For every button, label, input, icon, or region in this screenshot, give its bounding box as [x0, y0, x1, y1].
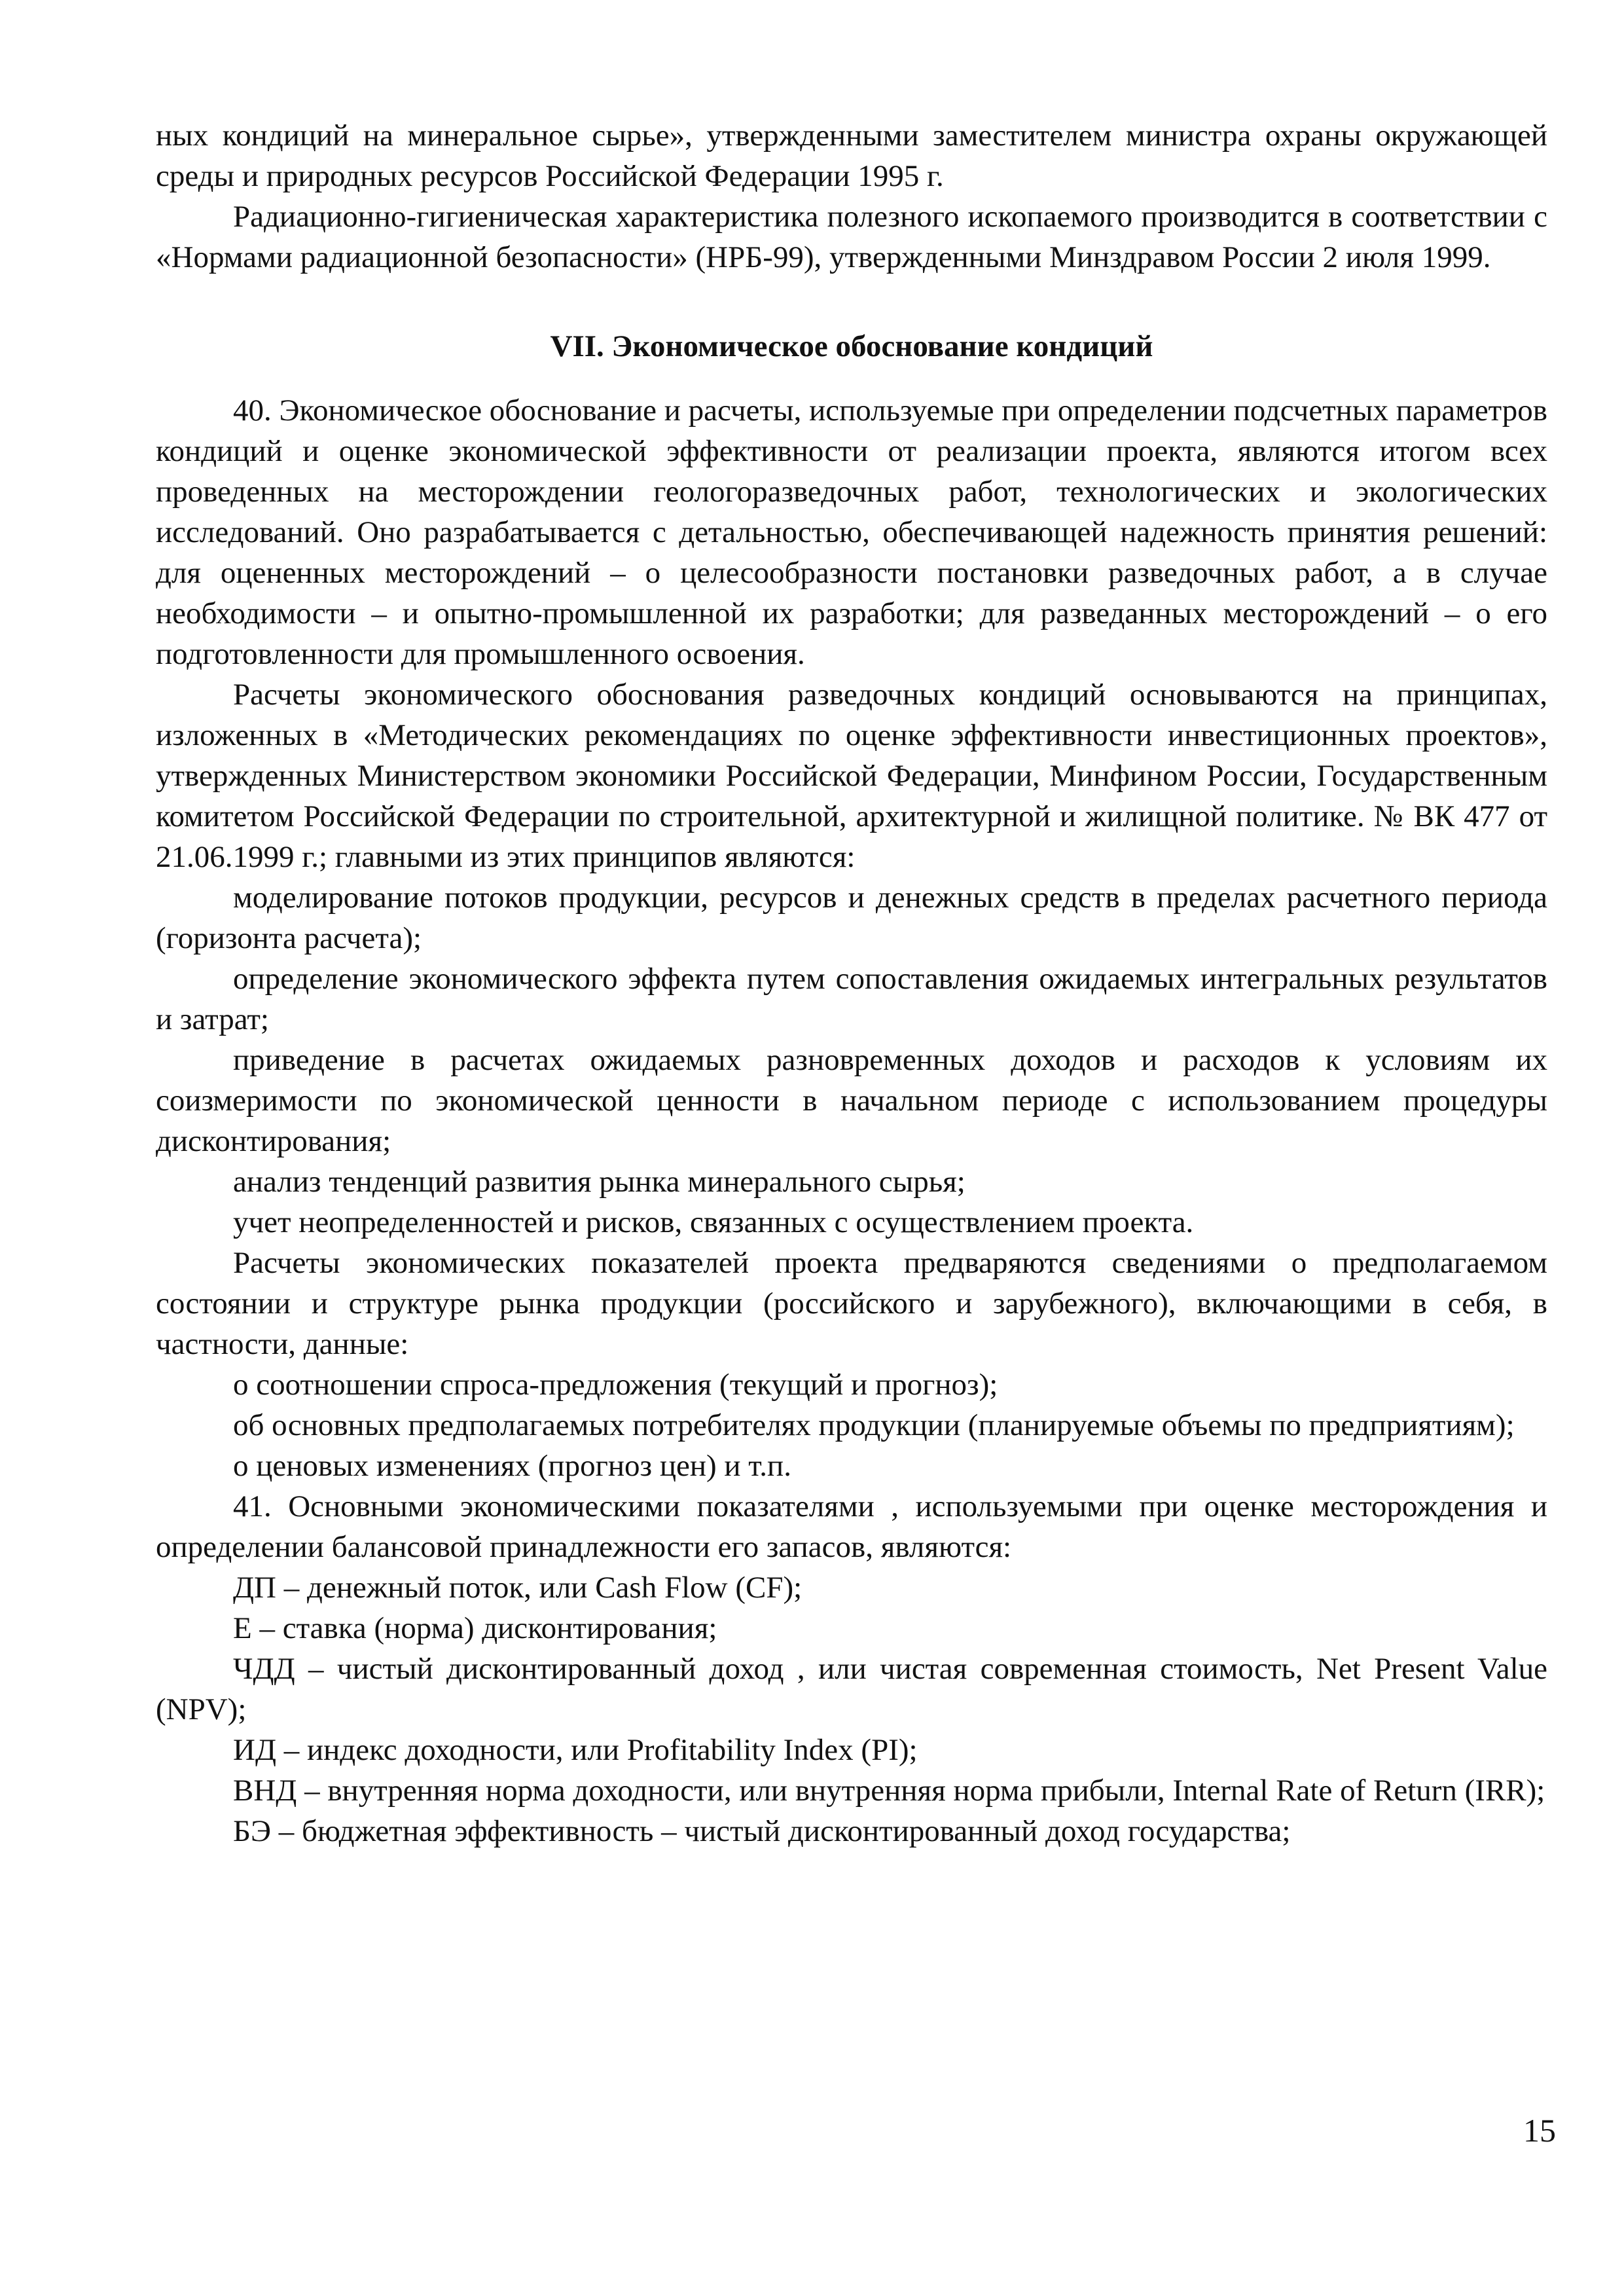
list-item-supply-demand: о соотношении спроса-предложения (текущий и прогноз); [233, 1368, 998, 1402]
indicator-e: Е – ставка (норма) дисконтирования; [233, 1611, 717, 1645]
paragraph-market-info: Расчеты экономических показателей проекта предваряются сведениями о предполагаемом состоянии и структуре рынка продукции (российского и зарубежного), включающими в себя, в частности, данные: [156, 1246, 1547, 1361]
list-item-consumers: об основных предполагаемых потребителях продукции (планируемые объемы по предприятиям); [233, 1408, 1515, 1442]
list-item-effect: определение экономического эффекта путем сопоставления ожидаемых интегральных результатов и затрат; [156, 962, 1547, 1036]
list-item-prices: о ценовых изменениях (прогноз цен) и т.п. [233, 1449, 791, 1483]
spacer [156, 278, 1547, 326]
list-item-market-analysis: анализ тенденций развития рынка минерального сырья; [233, 1165, 965, 1199]
indicator-irr: ВНД – внутренняя норма доходности, или внутренняя норма прибыли, Internal Rate of Return (IRR); [233, 1774, 1545, 1808]
paragraph-40: 40. Экономическое обоснование и расчеты, используемые при определении подсчетных параметров кондиций и оценке экономической эффективности от реализации проекта, являются итогом всех проведенных на месторождении геологоразведочных работ, технологических и экологических исследований. Оно разрабатывается с детальностью, обеспечивающей надежность принятия решений: для оцененных месторождений – о целесообразности постановки разведочных работ, а в случае необходимости – и опытно-промышленной их разработки; для разведанных месторождений – о его подготовленности для промышленного освоения. [156, 393, 1547, 671]
indicator-pi: ИД – индекс доходности, или Profitability Index (PI); [233, 1733, 918, 1767]
indicator-be: БЭ – бюджетная эффективность – чистый дисконтированный доход государства; [233, 1814, 1291, 1848]
paragraph-radiation: Радиационно-гигиеническая характеристика полезного ископаемого производится в соответствии с «Нормами радиационной безопасности» (НРБ-99), утвержденными Минздравом России 2 июля 1999. [156, 200, 1547, 274]
paragraph-41: 41. Основными экономическими показателями , используемыми при оценке месторождения и определении балансовой принадлежности его запасов, являются: [156, 1489, 1547, 1564]
list-item-modeling: моделирование потоков продукции, ресурсов и денежных средств в пределах расчетного периода (горизонта расчета); [156, 881, 1547, 955]
indicator-dp: ДП – денежный поток, или Cash Flow (CF); [233, 1571, 803, 1605]
list-item-discounting: приведение в расчетах ожидаемых разновременных доходов и расходов к условиям их соизмеримости по экономической ценности в начальном периоде с использованием процедуры дисконтирования; [156, 1043, 1547, 1158]
list-item-risk: учет неопределенностей и рисков, связанных с осуществлением проекта. [233, 1205, 1194, 1239]
paragraph-continuation: ных кондиций на минеральное сырье», утвержденными заместителем министра охраны окружающей среды и природных ресурсов Российской Федерации 1995 г. [156, 118, 1547, 193]
paragraph-principles-intro: Расчеты экономического обоснования разведочных кондиций основываются на принципах, изложенных в «Методических рекомендациях по оценке эффективности инвестиционных проектов», утвержденных Министерством экономики Российской Федерации, Минфином России, Государственным комитетом Российской Федерации по строительной, архитектурной и жилищной политике. № ВК 477 от 21.06.1999 г.; главными из этих принципов являются: [156, 678, 1547, 874]
spacer [156, 367, 1547, 390]
document-page [156, 115, 1547, 1851]
indicator-npv: ЧДД – чистый дисконтированный доход , или чистая современная стоимость, Net Present Value (NPV); [156, 1652, 1547, 1726]
page-number: 15 [1523, 2112, 1556, 2149]
section-heading: VII. Экономическое обоснование кондиций [550, 329, 1153, 363]
